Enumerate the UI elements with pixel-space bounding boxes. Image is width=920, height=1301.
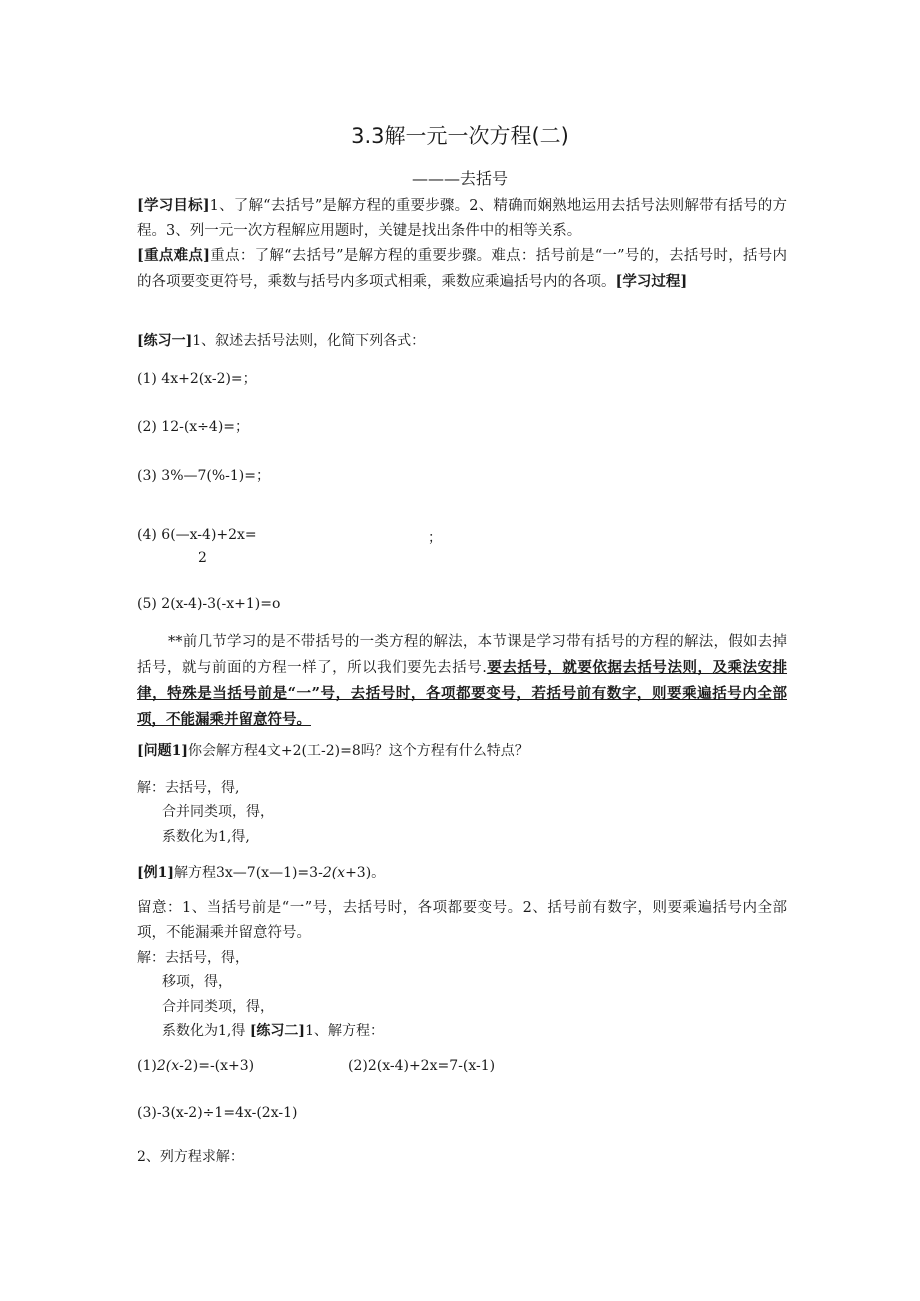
exercise1-item-3: (3) 3%—7(%-1)=；	[137, 468, 270, 484]
learning-goals	[137, 193, 787, 244]
exercise2-task-2: 2、列方程求解：	[137, 1149, 244, 1165]
example1-step-4-text: 系数化为1,得	[162, 1023, 246, 1039]
example1-label: [例1]	[137, 865, 174, 881]
process-label: [学习过程]	[615, 273, 688, 290]
exercise1-item-4: (4) 6(—x-4)+2x=	[137, 527, 257, 543]
method-note-text: **前几节学习的是不带括号的一类方程的解法，本节课是学习带有括号的方程的解法，假如去掉括号，就与前面的方程一样了，所以我们要先去括号.	[137, 634, 787, 676]
page-title: 3.3解一元一次方程(二)	[351, 124, 569, 148]
example1-text-a: 解方程3x—7(x—1)=3-	[174, 865, 323, 881]
method-note-rule: 要去括号，就要依据去括号法则，及乘法安排律，特殊是当括号前是“一”号，去括号时，各项都要变号，若括号前有数字，则要乘遍括号内全部项，不能漏乘并留意符号。	[137, 659, 788, 728]
learning-goals-label: [学习目标]	[137, 197, 210, 214]
key-points	[137, 243, 787, 295]
problem1-heading	[137, 740, 529, 760]
key-points-label: [重点难点]	[137, 247, 211, 264]
exercise2-label: [练习二]	[249, 1023, 306, 1039]
exercise1-item-2: (2) 12-(x÷4)=；	[137, 419, 250, 435]
problem1-step-3: 系数化为1,得,	[162, 829, 250, 845]
exercise1-item-5: (5) 2(x-4)-3(-x+1)=o	[137, 596, 281, 612]
exercise2-text: 1、解方程：	[305, 1023, 384, 1039]
page-subtitle: ———去括号	[411, 169, 508, 188]
exercise1-heading	[137, 330, 425, 350]
exercise2-item-1-b: -2)=-(x+3)	[179, 1058, 255, 1074]
problem1-step-2: 合并同类项，得，	[162, 804, 274, 820]
problem1-step-1: 解：去括号，得,	[137, 780, 240, 796]
exercise1-item-4-end: ；	[428, 530, 442, 546]
method-note	[137, 630, 787, 733]
exercise1-label: [练习一]	[137, 333, 193, 349]
example1-text-b: +3)。	[345, 865, 386, 881]
exercise2-item-1-a: (1)	[137, 1058, 157, 1074]
example1-note: 留意：1、当括号前是“一”号，去括号时，各项都要变号。2、括号前有数字，则要乘遍括号内全部项，不能漏乘并留意符号。	[137, 900, 787, 941]
problem1-label: [问题1]	[137, 743, 188, 759]
key-points-text: 重点：了解“去括号”是解方程的重要步骤。难点：括号前是“一”号的，去括号时，括号内的各项要变更符号，乘数与括号内多项式相乘，乘数应乘遍括号内的各项。	[137, 248, 787, 290]
problem1-text: 你会解方程4文+2(工-2)=8吗？这个方程有什么特点？	[188, 743, 529, 759]
exercise1-item-4-denominator: 2	[198, 550, 207, 566]
learning-goals-text: 1、了解“去括号”是解方程的重要步骤。2、精确而娴熟地运用去括号法则解带有括号的方程。3、列一元一次方程解应用题时，关键是找出条件中的相等关系。	[137, 198, 787, 239]
exercise1-item-1: (1) 4x+2(x-2)=；	[137, 371, 257, 387]
exercise2-item-3: (3)-3(x-2)÷1=4x-(2x-1)	[137, 1105, 298, 1121]
exercise2-item-2: (2)2(x-4)+2x=7-(x-1)	[348, 1058, 496, 1074]
example1-text-italic: 2(x	[322, 865, 346, 881]
exercise2-item-1	[137, 1058, 254, 1074]
example1-step-2: 移项，得，	[162, 974, 232, 990]
exercise2-item-1-italic: 2(x	[156, 1058, 180, 1074]
example1-step-4	[162, 1020, 384, 1040]
exercise1-text: 1、叙述去括号法则，化简下列各式：	[192, 333, 426, 349]
example1-step-3: 合并同类项，得，	[162, 999, 274, 1015]
example1-heading	[137, 862, 385, 882]
example1-step-1: 解：去括号，得，	[137, 950, 249, 966]
